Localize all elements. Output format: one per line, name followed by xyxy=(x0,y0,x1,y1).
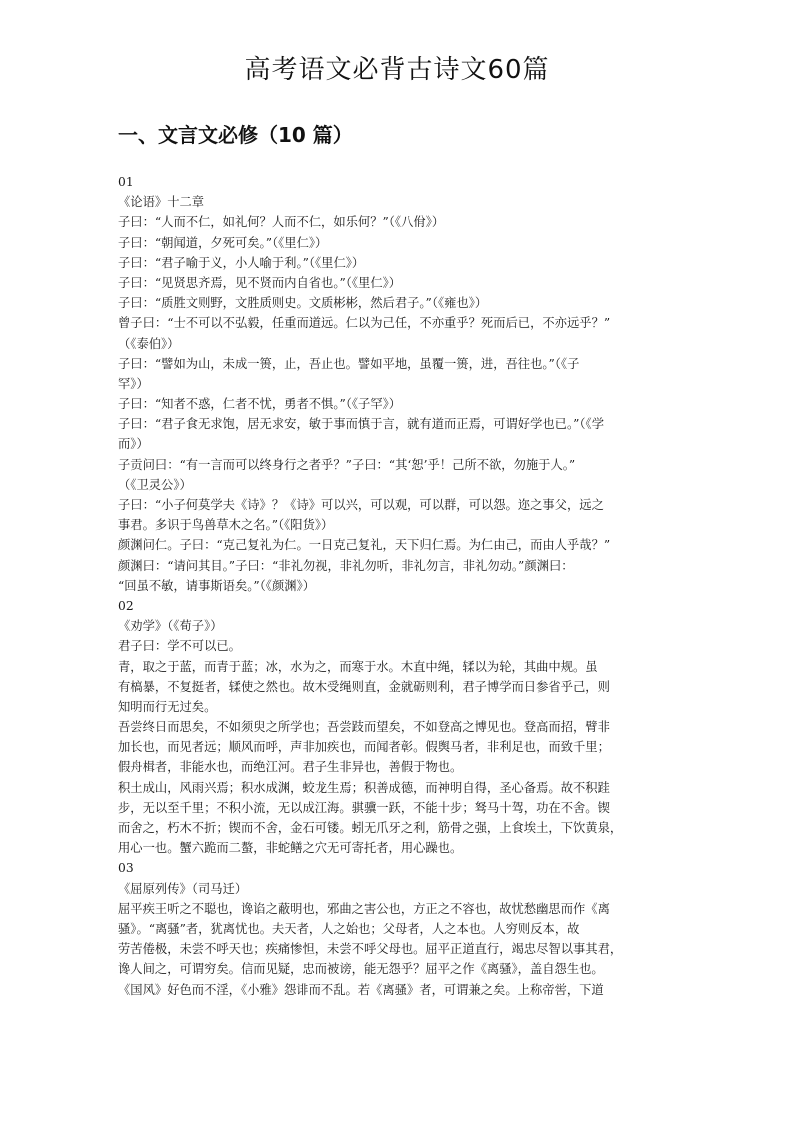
text-line: 《屈原列传》（司马迁） xyxy=(118,881,248,896)
text-line: 子曰：“见贤思齐焉，见不贤而内自省也。”（《里仁》） xyxy=(118,275,402,290)
text-line: 《劝学》（《荀子》） xyxy=(118,619,223,634)
text-line: 有槁暴，不复挺者，𫐓使之然也。故木受绳则直，金就砺则利，君子博学而日参省乎己，则 xyxy=(118,679,610,694)
text-line: 子曰：“朝闻道，夕死可矣。”（《里仁》） xyxy=(118,235,328,250)
text-line: 假舟楫者，非能水也，而绝江河。君子生非异也，善假于物也。 xyxy=(118,760,463,775)
text-line: 曾子曰：“士不可以不弘毅，任重而道远。仁以为己任，不亦重乎？死而后已，不亦远乎？” xyxy=(118,316,611,331)
text-line: 罕》） xyxy=(118,376,149,391)
text-line: 劳苦倦极，未尝不呼天也；疾痛惨怛，未尝不呼父母也。屈平正道直行，竭忠尽智以事其君， xyxy=(118,942,623,957)
text-line: 君子曰：学不可以已。 xyxy=(118,639,241,654)
text-line: 子曰：“譬如为山，未成一篑，止，吾止也。譬如平地，虽覆一篑，进，吾往也。”（《子 xyxy=(118,356,580,371)
text-line: 《国风》好色而不淫，《小雅》怨诽而不乱。若《离骚》者，可谓兼之矣。上称帝喾，下道 xyxy=(118,982,604,997)
text-line: 屈平疾王听之不聪也，谗谄之蔽明也，邪曲之害公也，方正之不容也，故忧愁幽思而作《离 xyxy=(118,901,610,916)
text-line: “回虽不敏，请事斯语矣。”（《颜渊》） xyxy=(118,578,316,593)
text-line: 骚》。“离骚”者，犹离忧也。夫天者，人之始也；父母者，人之本也。人穷则反本，故 xyxy=(118,921,580,936)
text-line: 《论语》十二章 xyxy=(118,195,205,210)
text-line: 加长也，而见者远；顺风而呼，声非加疾也，而闻者彰。假舆马者，非利足也，而致千里； xyxy=(118,740,610,755)
text-line: 而舍之，朽木不折；锲而不舍，金石可镂。蚓无爪牙之利，筋骨之强，上食埃土，下饮黄泉， xyxy=(118,821,623,835)
document-body xyxy=(118,172,683,1000)
text-line: 青，取之于蓝，而青于蓝；冰，水为之，而寒于水。木直中绳，𫐓以为轮，其曲中规。虽 xyxy=(118,659,598,674)
text-line: 步，无以至千里；不积小流，无以成江海。骐骥一跃，不能十步；驽马十驾，功在不舍。锲 xyxy=(118,800,610,815)
text-line: 子曰：“知者不惑，仁者不忧，勇者不惧。”（《子罕》） xyxy=(118,397,402,412)
text-line: 子贡问曰：“有一言而可以终身行之者乎？”子曰：“其‘恕’乎！己所不欲，勿施于人。” xyxy=(118,457,576,472)
text-line: 子曰：“质胜文则野，文胜质则史。文质彬彬，然后君子。”（《雍也》） xyxy=(118,296,488,311)
text-line: 积土成山，风雨兴焉；积水成渊，蛟龙生焉；积善成德，而神明自得，圣心备焉。故不积跬 xyxy=(118,780,610,795)
text-line: 子曰：“小子何莫学夫《诗》？《诗》可以兴，可以观，可以群，可以怨。迩之事父，远之 xyxy=(118,498,604,512)
section-heading: 一、文言文必修（10 篇） xyxy=(118,123,353,147)
text-line: 而》） xyxy=(118,437,149,452)
document-title: 高考语文必背古诗文60篇 xyxy=(244,55,550,85)
text-line: 02 xyxy=(118,598,134,613)
text-line: 01 xyxy=(118,175,134,189)
text-line: 子曰：“君子喻于义，小人喻于利。”（《里仁》） xyxy=(118,255,365,270)
text-line: 知明而行无过矣。 xyxy=(118,699,217,714)
text-line: 子曰：“人而不仁，如礼何？人而不仁，如乐何？”（《八佾》） xyxy=(118,215,445,230)
text-line: 用心一也。蟹六跪而二螯，非蛇鳝之穴无可寄托者，用心躁也。 xyxy=(118,841,463,856)
text-line: 事君。多识于鸟兽草木之名。”（《阳货》） xyxy=(118,518,334,533)
text-line: 颜渊问仁。子曰：“克己复礼为仁。一日克己复礼，天下归仁焉。为仁由己，而由人乎哉？” xyxy=(118,538,611,553)
text-line: 03 xyxy=(118,861,134,876)
text-line: 颜渊曰：“请问其目。”子曰：“非礼勿视，非礼勿听，非礼勿言，非礼勿动。”颜渊曰： xyxy=(118,558,574,573)
text-line: 子曰：“君子食无求饱，居无求安，敏于事而慎于言，就有道而正焉，可谓好学也已。”（《学 xyxy=(118,417,604,432)
text-line: 吾尝终日而思矣，不如须臾之所学也；吾尝跂而望矣，不如登高之博见也。登高而招，臂非 xyxy=(118,720,610,735)
text-line: （《泰伯》） xyxy=(118,336,180,351)
text-line: 谗人间之，可谓穷矣。信而见疑，忠而被谤，能无怨乎？屈平之作《离骚》，盖自怨生也。 xyxy=(118,962,604,977)
text-line: （《卫灵公》） xyxy=(118,477,192,492)
